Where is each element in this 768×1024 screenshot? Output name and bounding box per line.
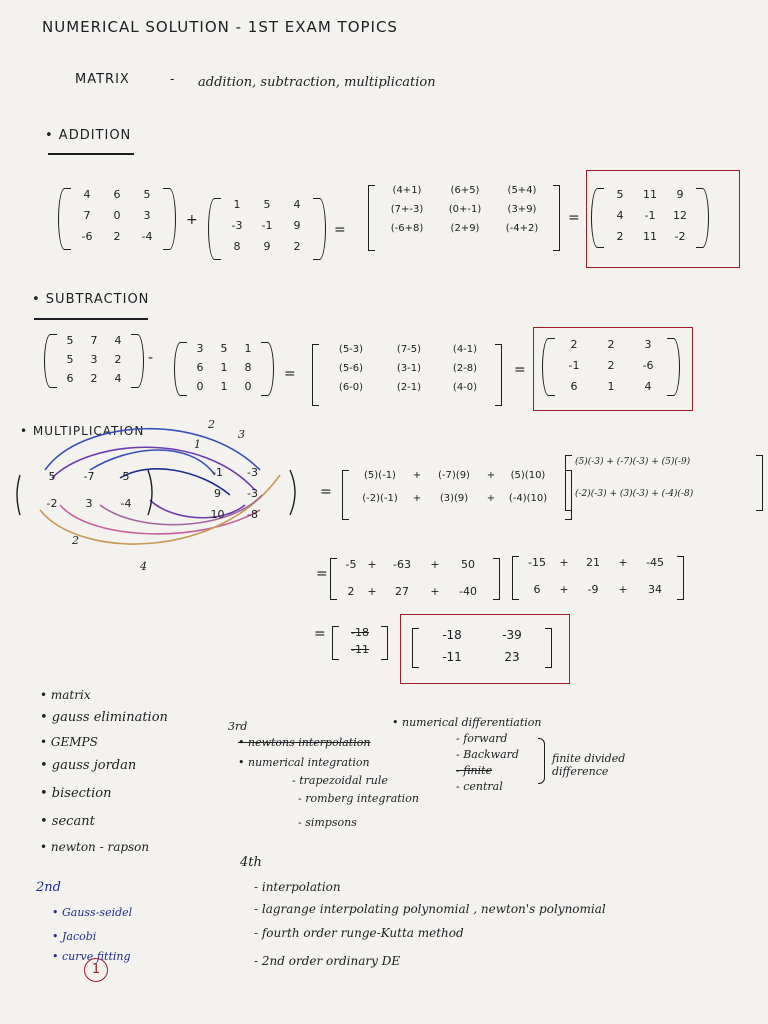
cell: +: [559, 583, 569, 596]
matrix-label: MATRIX: [75, 72, 130, 87]
minus-sign: -: [148, 350, 154, 366]
cell: -3: [231, 219, 243, 232]
cell: +: [430, 585, 440, 598]
third-label: 3rd: [228, 720, 248, 733]
work2-row2: (-2)(-3) + (3)(-3) + (-4)(-8): [575, 489, 694, 499]
cell: -11: [442, 650, 462, 664]
cell: 3: [644, 338, 652, 351]
cell: 3: [85, 497, 93, 510]
cell: -18: [442, 628, 462, 642]
cell: 3: [90, 353, 98, 366]
cell: -1: [261, 219, 273, 232]
cell: 9: [676, 188, 684, 201]
cell: (5-6): [338, 363, 364, 374]
cell: 0: [196, 380, 204, 393]
cell: 23: [504, 650, 520, 664]
cell: 6: [66, 372, 74, 385]
multiplication-heading: • MULTIPLICATION: [20, 424, 145, 438]
cell: 3: [143, 209, 151, 222]
cell: 9: [214, 487, 221, 500]
cell: -3: [247, 466, 258, 479]
cell: 34: [648, 583, 662, 596]
cell: -2: [674, 230, 686, 243]
cell: -40: [459, 585, 477, 598]
diff-item: - central: [456, 780, 503, 793]
arc-label: 2: [208, 418, 215, 431]
cell: 5: [143, 188, 151, 201]
cell: 2: [616, 230, 624, 243]
cell: (-6+8): [390, 223, 424, 234]
second-item: • Gauss-seidel: [52, 906, 133, 919]
cell: -1: [644, 209, 656, 222]
cell: 5: [66, 334, 74, 347]
cell: (7-5): [396, 344, 422, 355]
cell: 1: [233, 198, 241, 211]
cell: 4: [114, 334, 122, 347]
cell: -5: [345, 558, 357, 571]
cell: -2: [46, 497, 58, 510]
second-label: 2nd: [36, 880, 61, 895]
cell: 11: [643, 188, 657, 201]
second-item: • Jacobi: [52, 930, 97, 943]
second-item: • curve fitting: [52, 950, 131, 963]
matrix-dash: -: [170, 72, 175, 87]
diff-item: - Backward: [456, 748, 519, 761]
cell: 5: [48, 470, 56, 483]
diff-item: - forward: [456, 732, 508, 745]
equals-sign: =: [284, 366, 296, 382]
cell: (2+9): [450, 223, 480, 234]
multiplication-step-matrix: [340, 558, 490, 600]
cell: (2-1): [396, 382, 422, 393]
equals-sign: =: [320, 484, 332, 500]
third-item: • numerical integration: [238, 756, 370, 769]
cell: -63: [393, 558, 411, 571]
cell: 1: [220, 361, 228, 374]
page-title: NUMERICAL SOLUTION - 1ST EXAM TOPICS: [42, 18, 398, 36]
list1-item: • GEMPS: [40, 735, 98, 749]
arc-label: 1: [194, 438, 201, 451]
cell: 2: [113, 230, 121, 243]
cell: -45: [646, 556, 664, 569]
arc-label: 3: [238, 428, 245, 441]
third-item: - simpsons: [298, 816, 357, 829]
cell: -8: [247, 508, 258, 521]
cell: (-7)(9): [438, 470, 470, 481]
cell: (2-8): [452, 363, 478, 374]
cell: 4: [293, 198, 301, 211]
cell: 4: [114, 372, 122, 385]
list1-item: • gauss elimination: [40, 710, 168, 725]
cell: 1: [220, 380, 228, 393]
cell: 2: [114, 353, 122, 366]
cell: -6: [642, 359, 654, 372]
cell: +: [367, 585, 377, 598]
cell: -3: [247, 487, 258, 500]
cell: 2: [607, 359, 615, 372]
multiplication-work-matrix: [352, 470, 562, 520]
cell: (3+9): [507, 204, 537, 215]
scratch-matrix: [342, 626, 378, 660]
cell: -18: [351, 626, 369, 639]
cell: -11: [351, 643, 369, 656]
cell: (6-0): [338, 382, 364, 393]
cell: (-2)(-1): [362, 493, 398, 504]
cell: -4: [141, 230, 153, 243]
cell: 50: [461, 558, 475, 571]
cell: 0: [244, 380, 252, 393]
cell: (3-1): [396, 363, 422, 374]
subtraction-heading: • SUBTRACTION: [32, 292, 150, 307]
matrix-ops: addition, subtraction, multiplication: [198, 75, 436, 90]
list1-item: • secant: [40, 814, 95, 829]
cell: 4: [644, 380, 652, 393]
list1-item: • gauss jordan: [40, 758, 137, 773]
cell: -4: [120, 497, 132, 510]
cell: 9: [263, 240, 271, 253]
left-paren-icon: [17, 475, 20, 515]
cell: (4-0): [452, 382, 478, 393]
cell: 4: [83, 188, 91, 201]
cell: 2: [347, 585, 355, 598]
cell: +: [486, 470, 496, 481]
cell: 10: [210, 508, 225, 521]
fourth-label: 4th: [240, 855, 262, 870]
cell: -6: [81, 230, 93, 243]
cell: +: [618, 583, 628, 596]
cell: +: [412, 470, 422, 481]
cell: 21: [586, 556, 600, 569]
equals-sign: =: [334, 222, 346, 238]
differentiation-heading: • numerical differentiation: [392, 716, 542, 729]
cell: (4-1): [452, 344, 478, 355]
cell: 9: [293, 219, 301, 232]
brace-icon: [538, 738, 545, 784]
cell: (3)(9): [439, 493, 469, 504]
multiplication-step-matrix-2: [522, 556, 674, 600]
cell: 6: [196, 361, 204, 374]
right-paren-icon: [148, 470, 152, 515]
cell: 5: [66, 353, 74, 366]
cell: 5: [220, 342, 228, 355]
cell: 5: [263, 198, 271, 211]
cell: 12: [673, 209, 687, 222]
list1-item: • matrix: [40, 688, 91, 702]
cell: 5: [122, 470, 130, 483]
cell: (5)(-1): [364, 470, 396, 481]
equals-sign: =: [514, 362, 526, 378]
multiplication-matrix-b: [200, 466, 270, 526]
cell: 6: [533, 583, 541, 596]
cell: (6+5): [450, 185, 480, 196]
cell: 11: [643, 230, 657, 243]
cell: 7: [83, 209, 91, 222]
cell: (0+-1): [448, 204, 482, 215]
cell: 2: [90, 372, 98, 385]
cell: (5+4): [507, 185, 537, 196]
third-item: - romberg integration: [298, 792, 419, 805]
cell: 1: [607, 380, 615, 393]
cell: (5)(10): [510, 470, 546, 481]
arrow-arc: [45, 429, 260, 470]
cell: 8: [233, 240, 241, 253]
cell: -39: [502, 628, 522, 642]
arc-label: 2: [72, 534, 79, 547]
diff-item: - finite: [456, 764, 493, 777]
arc-label: 4: [140, 560, 147, 573]
cell: 1: [244, 342, 252, 355]
cell: +: [367, 558, 377, 571]
cell: 2: [293, 240, 301, 253]
cell: 2: [570, 338, 578, 351]
cell: -1: [568, 359, 580, 372]
cell: 6: [570, 380, 578, 393]
cell: -7: [83, 470, 95, 483]
cell: (-4+2): [505, 223, 539, 234]
third-struck-item: • newtons interpolation: [238, 736, 371, 749]
work2-row1: (5)(-3) + (-7)(-3) + (5)(-9): [575, 457, 691, 467]
plus-sign: +: [186, 212, 198, 228]
cell: 8: [244, 361, 252, 374]
fourth-item: - 2nd order ordinary DE: [254, 954, 401, 968]
cell: 5: [616, 188, 624, 201]
cell: +: [430, 558, 440, 571]
circled-number: 1: [84, 958, 108, 982]
diff-note: finite divided difference: [552, 752, 626, 778]
cell: 27: [395, 585, 409, 598]
right-paren-icon: [290, 470, 295, 515]
multiplication-work-matrix-2: [575, 455, 753, 511]
fourth-item: - fourth order runge-Kutta method: [254, 926, 464, 940]
fourth-item: - lagrange interpolating polynomial , newton's polynomial: [254, 902, 606, 916]
equals-sign: =: [314, 626, 326, 642]
cell: 4: [616, 209, 624, 222]
equals-sign: =: [316, 566, 328, 582]
third-item: - trapezoidal rule: [292, 774, 388, 787]
cell: +: [486, 493, 496, 504]
cell: -15: [528, 556, 546, 569]
list1-item: • newton - rapson: [40, 840, 150, 854]
addition-heading: • ADDITION: [45, 128, 132, 143]
cell: (5-3): [338, 344, 364, 355]
multiplication-result-matrix: [422, 628, 542, 668]
cell: 3: [196, 342, 204, 355]
cell: (-4)(10): [508, 493, 548, 504]
cell: +: [559, 556, 569, 569]
cell: 7: [90, 334, 98, 347]
cell: 0: [113, 209, 121, 222]
cell: (7+-3): [390, 204, 424, 215]
cell: 2: [607, 338, 615, 351]
cell: 6: [113, 188, 121, 201]
cell: (4+1): [392, 185, 422, 196]
cell: +: [412, 493, 422, 504]
cell: +: [618, 556, 628, 569]
cell: -9: [587, 583, 599, 596]
equals-sign: =: [568, 210, 580, 226]
cell: -1: [212, 466, 223, 479]
multiplication-matrix-a: [34, 470, 144, 518]
list1-item: • bisection: [40, 786, 112, 801]
fourth-item: - interpolation: [254, 880, 341, 894]
